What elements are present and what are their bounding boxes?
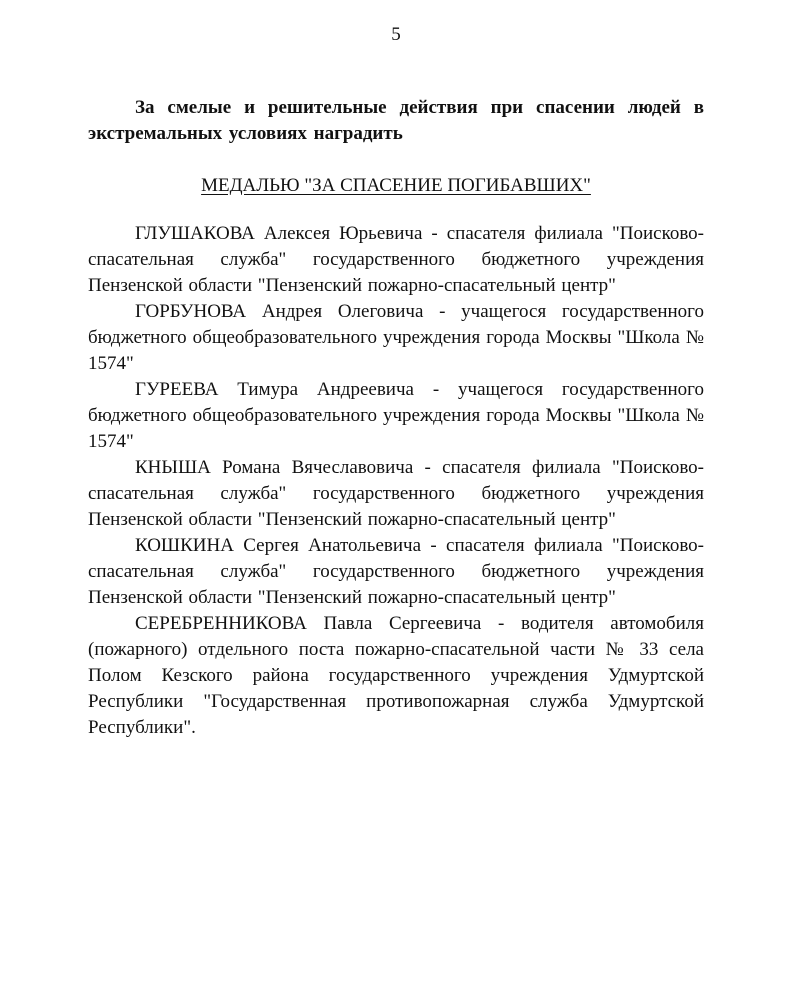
medal-heading-text: МЕДАЛЬЮ "ЗА СПАСЕНИЕ ПОГИБАВШИХ" bbox=[201, 175, 591, 196]
award-entries-list bbox=[88, 221, 704, 741]
medal-heading bbox=[88, 173, 704, 199]
award-entry-gureev: ГУРЕЕВА Тимура Андреевича - учащегося государственного бюджетного общеобразовательного учреждения города Москвы "Школа № 1574" bbox=[88, 379, 704, 452]
award-entry-knysh: КНЫША Романа Вячеславовича - спасателя филиала "Поисково-спасательная служба" государственного бюджетного учреждения Пензенской области "Пензенский пожарно-спасательный центр" bbox=[88, 457, 704, 530]
page-number: 5 bbox=[391, 24, 401, 45]
intro-paragraph: За смелые и решительные действия при спасении людей в экстремальных условиях наградить bbox=[88, 97, 704, 144]
award-entry-koshkin: КОШКИНА Сергея Анатольевича - спасателя филиала "Поисково-спасательная служба" государственного бюджетного учреждения Пензенской области "Пензенский пожарно-спасательный центр" bbox=[88, 535, 704, 608]
award-entry-glushakov: ГЛУШАКОВА Алексея Юрьевича - спасателя филиала "Поисково-спасательная служба" государственного бюджетного учреждения Пензенской области "Пензенский пожарно-спасательный центр" bbox=[88, 223, 704, 296]
award-entry-serebrennikov: СЕРЕБРЕННИКОВА Павла Сергеевича - водителя автомобиля (пожарного) отдельного поста пожарно-спасательной части № 33 села Полом Кезского района государственного учреждения Удмуртской Республики "Государственная противопожарная служба Удмуртской Республики". bbox=[88, 613, 704, 738]
award-entry-gorbunov: ГОРБУНОВА Андрея Олеговича - учащегося государственного бюджетного общеобразовательного учреждения города Москвы "Школа № 1574" bbox=[88, 301, 704, 374]
